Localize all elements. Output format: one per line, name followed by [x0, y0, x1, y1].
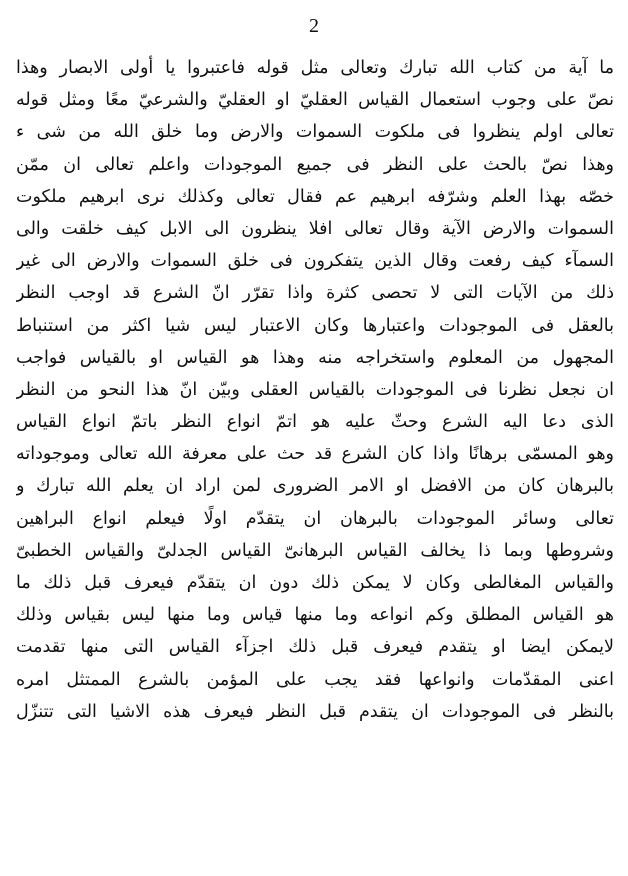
text-line: لايمكن ايضا او يتقدم فيعرف قبل ذلك اجزآء القياس التى منها تقدمت: [16, 637, 614, 658]
text-line: السمآء كيف رفعت وقال الذين يتفكرون فى خلق السموات والارض الى غير: [16, 251, 614, 272]
text-line: ما آية من كتاب الله تبارك وتعالى مثل قوله فاعتبروا يا أولى الابصار وهذا: [16, 58, 614, 78]
text-line: اعنى المقدّمات وانواعها فقد يجب على المؤمن بالشرع الممتثل امره: [16, 669, 614, 690]
text-line: بالنظر فى الموجودات ان يتقدم قبل النظر فيعرف هذه الاشيا التى تتنزّل: [16, 701, 614, 722]
text-line: وهذا نصّ بالحث على النظر فى جميع الموجودات واعلم تعالى ان ممّن: [16, 154, 614, 175]
text-line: ان نجعل نظرنا فى الموجودات بالقياس العقلى وبيّن انّ هذا النحو من النظر: [16, 379, 614, 400]
body-text: [16, 52, 614, 728]
text-line: والقياس المغالطى وكان لا يمكن ذلك دون ان يتقدّم فيعرف قبل ذلك ما: [16, 573, 614, 593]
text-line: السموات والارض الآية وقال تعالى افلا ينظرون الى الابل كيف خلقت والى: [16, 218, 614, 239]
text-line: الذى دعا اليه الشرع وحثّ عليه هو اتمّ انواع النظر باتمّ انواع القياس: [16, 412, 614, 433]
text-line: هو القياس المطلق وكم انواعه وما منها قياس وما منها ليس بقياس وذلك: [16, 605, 614, 626]
text-line: تعالى وسائر الموجودات بالبرهان ان يتقدّم اولًا فيعلم انواع البراهين: [16, 508, 614, 529]
text-line: نصّ على وجوب استعمال القياس العقليّ او العقليّ والشرعيّ معًا ومثل قوله: [16, 90, 614, 111]
text-line: وهو المسمّى برهانًا واذا كان الشرع قد حث على معرفة الله تعالى وموجوداته: [16, 444, 614, 465]
text-line: وشروطها وبما ذا يخالف القياس البرهانىّ القياس الجدلىّ والقياس الخطبىّ: [16, 540, 614, 561]
text-line: المجهول من المعلوم واستخراجه منه وهذا هو القياس او بالقياس فواجب: [16, 347, 614, 368]
page-number: 2: [309, 15, 319, 37]
text-line: بالبرهان كان من الافضل او الامر الضرورى لمن اراد ان يعلم الله تبارك و: [16, 476, 614, 497]
text-line: ذلك من الآيات التى لا تحصى كثرة واذا تقرّر انّ الشرع قد اوجب النظر: [16, 283, 614, 304]
text-line: تعالى اولم ينظروا فى ملكوت السموات والارض وما خلق الله من شى ء: [16, 122, 614, 143]
text-line: خصّه بهذا العلم وشرّفه ابرهيم عم فقال تعالى وكذلك نرى ابرهيم ملكوت: [16, 186, 614, 207]
text-line: بالعقل فى الموجودات واعتبارها وكان الاعتبار ليس شيا اكثر من استنباط: [16, 315, 614, 336]
